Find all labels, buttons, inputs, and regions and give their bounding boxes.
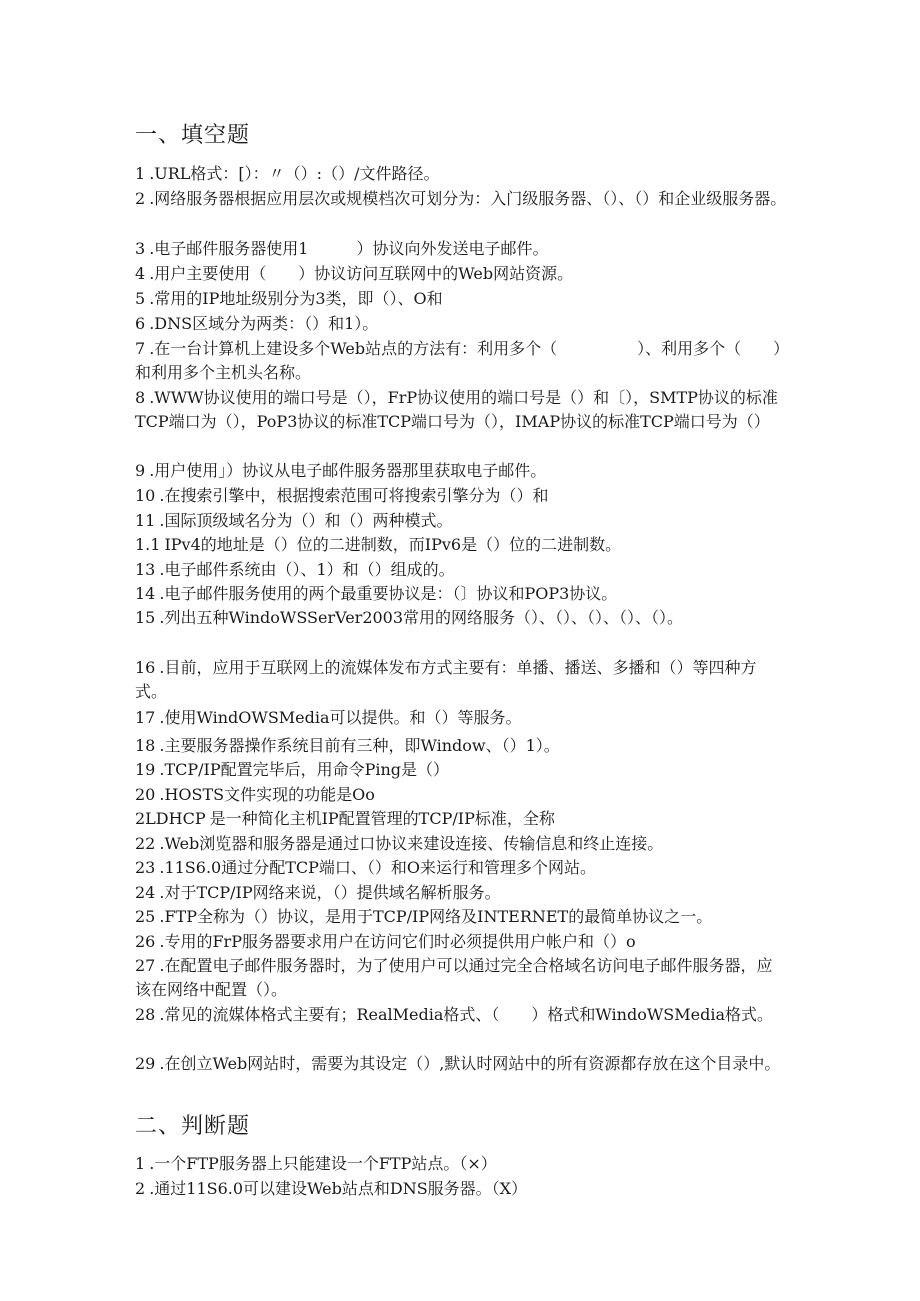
question-number: 18 xyxy=(135,736,156,755)
question-number: 19 xyxy=(135,760,156,779)
question-21 xyxy=(135,807,787,831)
question-number: 28 xyxy=(135,1005,156,1024)
question-17 xyxy=(135,706,787,730)
question-12 xyxy=(135,533,787,557)
question-number: 23 xyxy=(135,858,156,877)
question-number: 1 xyxy=(135,1154,146,1173)
question-text: .在创立Web网站时，需要为其设定（）,默认时网站中的所有资源都存放在这个目录中。 xyxy=(159,1054,781,1073)
question-text: .FTP全称为（）协议，是用于TCP/IP网络及INTERNET的最简单协议之一。 xyxy=(159,907,713,926)
question-text: .国际顶级域名分为（）和（）两种模式。 xyxy=(159,511,453,530)
question-text: .TCP/IP配置完毕后，用命令Ping是（） xyxy=(159,760,450,779)
question-number: 8 xyxy=(135,388,146,407)
question-text: .常用的IP地址级别分为3类，即（）、O和 xyxy=(149,289,443,308)
question-9 xyxy=(135,459,787,483)
question-11 xyxy=(135,509,787,533)
question-23 xyxy=(135,856,787,880)
section-title-fill-in-blank: 一、填空题 xyxy=(135,123,251,148)
question-text: .主要服务器操作系统目前有三种，即Window、（）1）。 xyxy=(159,736,560,755)
question-number: 17 xyxy=(135,708,156,727)
question-number: 29 xyxy=(135,1054,156,1073)
question-text: .用户主要使用（ ）协议访问互联网中的Web网站资源。 xyxy=(149,264,574,283)
question-text: .一个FTP服务器上只能建设一个FTP站点。（×） xyxy=(149,1154,497,1173)
question-text: .用户使用」）协议从电子邮件服务器那里获取电子邮件。 xyxy=(149,461,547,480)
question-number: 25 xyxy=(135,907,156,926)
question-8 xyxy=(135,386,787,434)
question-6 xyxy=(135,312,787,336)
question-text: .URL格式：[）：〃（）:（）/文件路径。 xyxy=(149,164,440,183)
question-5 xyxy=(135,287,787,311)
question-number: 4 xyxy=(135,264,146,283)
question-number: 22 xyxy=(135,834,156,853)
question-26 xyxy=(135,930,787,954)
question-number: 11 xyxy=(135,511,156,530)
question-24 xyxy=(135,881,787,905)
question-16 xyxy=(135,656,787,704)
question-number: 2 xyxy=(135,1179,146,1198)
question-text: 是一种简化主机IP配置管理的TCP/IP标准，全称 xyxy=(209,809,555,828)
question-text: .在配置电子邮件服务器时，为了使用户可以通过完全合格域名访问电子邮件服务器，应该在网络中配置（）。 xyxy=(135,956,773,1000)
question-text: .目前，应用于互联网上的流媒体发布方式主要有：单播、播送、多播和（）等四种方式。 xyxy=(135,658,757,702)
question-19 xyxy=(135,758,787,782)
section-title-true-false: 二、判断题 xyxy=(135,1114,251,1139)
question-text: IPv4的地址是（）位的二进制数，而IPv6是（）位的二进制数。 xyxy=(164,535,622,554)
question-text: .通过11S6.0可以建设Web站点和DNS服务器。（X） xyxy=(149,1179,528,1198)
question-10 xyxy=(135,484,787,508)
question-text: .Web浏览器和服务器是通过口协议来建设连接、传输信息和终止连接。 xyxy=(159,834,664,853)
question-text: .WWW协议使用的端口号是（），FrP协议使用的端口号是（）和〔），SMTP协议的标准TCP端口为（），PoP3协议的标准TCP端口号为（），IMAP协议的标准TCP端口号为（） xyxy=(135,388,778,432)
question-number: 15 xyxy=(135,608,156,627)
question-2 xyxy=(135,187,787,211)
question-28 xyxy=(135,1003,787,1027)
question-number: 13 xyxy=(135,560,156,579)
question-text: .电子邮件服务器使用1 ）协议向外发送电子邮件。 xyxy=(149,239,549,258)
question-number: 2 xyxy=(135,189,146,208)
question-number: 6 xyxy=(135,314,146,333)
question-text: .在一台计算机上建设多个Web站点的方法有：利用多个（ ）、利用多个（ ）和利用多个主机头名称。 xyxy=(135,339,782,383)
question-15 xyxy=(135,606,787,630)
judge-question-1 xyxy=(135,1152,787,1176)
question-text: .电子邮件系统由（）、1）和（）组成的。 xyxy=(159,560,455,579)
question-text: .对于TCP/IP网络来说，（）提供域名解析服务。 xyxy=(159,883,501,902)
question-number: 27 xyxy=(135,956,156,975)
question-29 xyxy=(135,1052,787,1076)
question-27 xyxy=(135,954,787,1002)
question-number: 3 xyxy=(135,239,146,258)
question-number: 10 xyxy=(135,486,156,505)
question-text: .在搜索引擎中，根据搜索范围可将搜索引擎分为（）和 xyxy=(159,486,549,505)
question-18 xyxy=(135,734,787,758)
question-14 xyxy=(135,582,787,606)
question-number: 20 xyxy=(135,785,156,804)
question-number: 2LDHCP xyxy=(135,809,206,828)
question-text: .11S6.0通过分配TCP端口、（）和O来运行和管理多个网站。 xyxy=(159,858,597,877)
question-number: 1 xyxy=(135,164,146,183)
question-text: .HOSTS文件实现的功能是Oo xyxy=(159,785,375,804)
question-7 xyxy=(135,337,787,385)
question-number: 14 xyxy=(135,584,156,603)
question-3 xyxy=(135,237,787,261)
question-number: 9 xyxy=(135,461,146,480)
question-text: .列出五种WindoWSSerVer2003常用的网络服务（）、（）、（）、（）、（）。 xyxy=(159,608,684,627)
question-text: .DNS区域分为两类：（）和1）。 xyxy=(149,314,379,333)
question-number: 24 xyxy=(135,883,156,902)
question-text: .电子邮件服务使用的两个最重要协议是：（〕协议和POP3协议。 xyxy=(159,584,618,603)
question-number: 7 xyxy=(135,339,146,358)
question-22 xyxy=(135,832,787,856)
question-1 xyxy=(135,162,787,186)
question-13 xyxy=(135,558,787,582)
judge-question-2 xyxy=(135,1177,787,1201)
question-number: 16 xyxy=(135,658,156,677)
question-number: 26 xyxy=(135,932,156,951)
question-number: 1.1 xyxy=(135,535,161,554)
question-20 xyxy=(135,783,787,807)
question-text: .使用WindOWSMedia可以提供。和（）等服务。 xyxy=(159,708,522,727)
question-4 xyxy=(135,262,787,286)
question-text: .网络服务器根据应用层次或规模档次可划分为：入门级服务器、（）、（）和企业级服务器。 xyxy=(149,189,787,208)
question-text: .常见的流媒体格式主要有；RealMedia格式、（ ）格式和WindoWSMedia格式。 xyxy=(159,1005,773,1024)
question-25 xyxy=(135,905,787,929)
question-text: .专用的FrP服务器要求用户在访问它们时必须提供用户帐户和（）o xyxy=(159,932,636,951)
question-number: 5 xyxy=(135,289,146,308)
